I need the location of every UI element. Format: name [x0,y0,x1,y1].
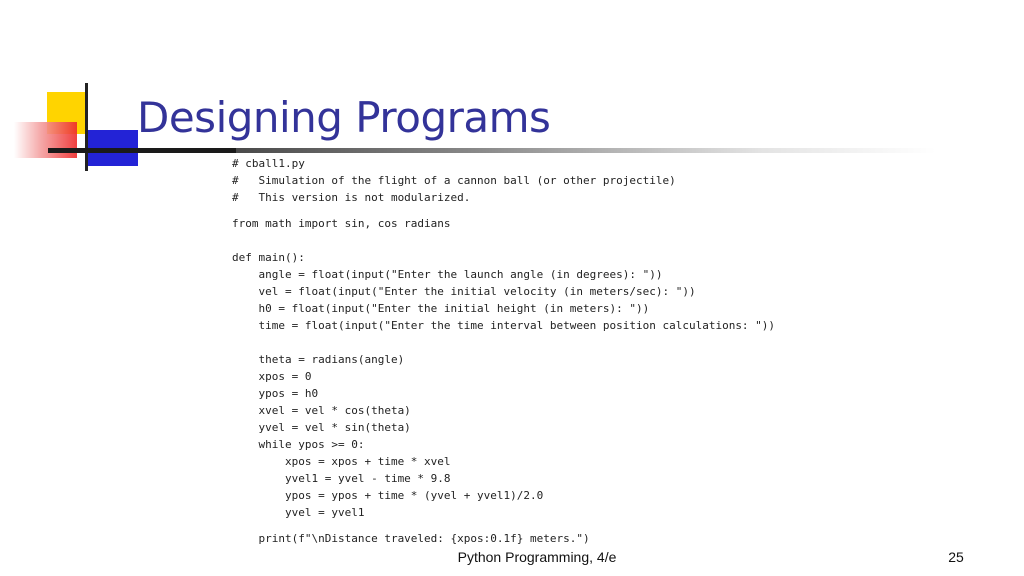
decor-vertical-line [85,83,88,171]
code-line: print(f"\nDistance traveled: {xpos:0.1f} meters.") [232,532,590,545]
code-line: # Simulation of the flight of a cannon ball (or other projectile) [232,174,676,187]
code-line: angle = float(input("Enter the launch angle (in degrees): ")) [232,268,663,281]
code-line: while ypos >= 0: [232,438,365,451]
code-line: # cball1.py [232,157,305,170]
title-underline-dark [48,148,238,153]
code-line: def main(): [232,251,305,264]
code-line: xpos = xpos + time * xvel [232,455,451,468]
code-line: theta = radians(angle) [232,353,405,366]
footer-text: Python Programming, 4/e [457,549,617,565]
title-underline-fade [236,148,936,153]
code-line: xpos = 0 [232,370,312,383]
code-block [232,155,775,547]
code-line: vel = float(input("Enter the initial velocity (in meters/sec): ")) [232,285,696,298]
code-line: xvel = vel * cos(theta) [232,404,411,417]
code-line: yvel = yvel1 [232,506,365,519]
code-line: h0 = float(input("Enter the initial height (in meters): ")) [232,302,650,315]
code-line: yvel1 = yvel - time * 9.8 [232,472,451,485]
code-line: # This version is not modularized. [232,191,471,204]
page-number: 25 [948,549,964,565]
code-line: from math import sin, cos radians [232,217,451,230]
code-line: yvel = vel * sin(theta) [232,421,411,434]
code-line: time = float(input("Enter the time interval between position calculations: ")) [232,319,776,332]
slide-title: Designing Programs [137,93,551,142]
code-line: ypos = h0 [232,387,319,400]
code-line: ypos = ypos + time * (yvel + yvel1)/2.0 [232,489,544,502]
